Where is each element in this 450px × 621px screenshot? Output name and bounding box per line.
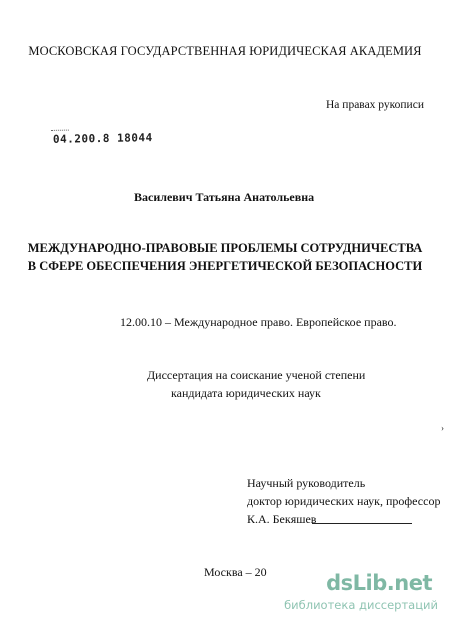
supervisor-label: Научный руководитель — [247, 476, 366, 490]
rights-note: На правах рукописи — [326, 99, 424, 111]
supervisor-degree: доктор юридических наук, профессор — [247, 494, 441, 508]
city-year: Москва – 20 — [204, 565, 267, 579]
degree-statement-line-1: Диссертация на соискание ученой степени — [147, 368, 366, 382]
institution-heading: МОСКОВСКАЯ ГОСУДАРСТВЕННАЯ ЮРИДИЧЕСКАЯ АКАДЕМИЯ — [28, 44, 422, 58]
dissertation-title-line-1: МЕЖДУНАРОДНО-ПРАВОВЫЕ ПРОБЛЕМЫ СОТРУДНИЧЕСТВА — [27, 241, 423, 255]
margin-mark-icon: › — [441, 423, 444, 433]
watermark-tagline: библиотека диссертаций — [284, 598, 438, 612]
watermark-logo: dsLib.net — [326, 571, 432, 595]
dissertation-title-line-2: В СФЕРЕ ОБЕСПЕЧЕНИЯ ЭНЕРГЕТИЧЕСКОЙ БЕЗОПАСНОСТИ — [27, 259, 423, 273]
supervisor-name: К.А. Бекяшев — [247, 512, 317, 526]
signature-line — [312, 523, 412, 524]
degree-statement-line-2: кандидата юридических наук — [171, 386, 321, 400]
watermark — [268, 571, 448, 619]
specialty-code: 12.00.10 – Международное право. Европейское право. — [120, 315, 397, 329]
author-name: Василевич Татьяна Анатольевна — [134, 190, 315, 204]
library-stamp-number: 04.200.8 18044 — [52, 131, 153, 146]
